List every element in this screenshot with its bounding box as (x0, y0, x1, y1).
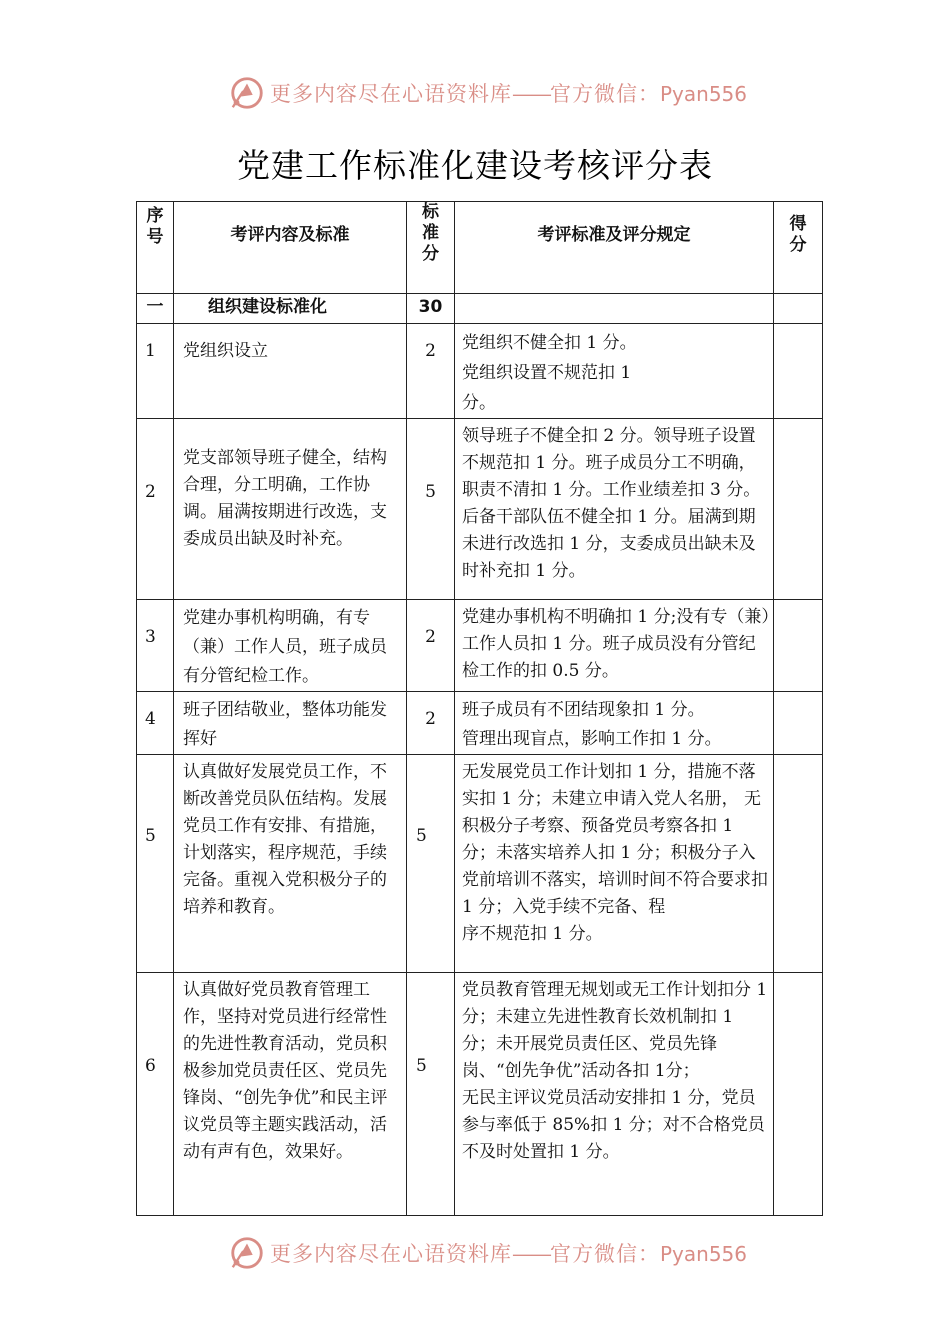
watermark-wechat-label: 官方微信： (550, 82, 660, 106)
header-content: 考评内容及标准 (174, 202, 407, 294)
row-rules: 党组织不健全扣 1 分。 党组织设置不规范扣 1 分。 (455, 324, 774, 419)
section-score: 30 (407, 294, 455, 324)
watermark-text (270, 1238, 747, 1268)
section-row (137, 294, 823, 324)
table-row (137, 600, 823, 692)
section-name: 组织建设标准化 (174, 294, 407, 324)
row-rules: 班子成员有不团结现象扣 1 分。 管理出现盲点，影响工作扣 1 分。 (455, 692, 774, 755)
table-row (137, 973, 823, 1216)
row-seq: 5 (137, 755, 174, 973)
row-seq: 3 (137, 600, 174, 692)
watermark-text (270, 78, 747, 108)
row-content: 党组织设立 (174, 324, 407, 419)
row-seq: 1 (137, 324, 174, 419)
row-rules: 党员教育管理无规划或无工作计划扣分 1 分；未建立先进性教育长效机制扣 1 分；未开展党员责任区、党员先锋岗、“创先争优”活动各扣 1分； 无民主评议党员活动安排扣 1 分，党员参与率低于 85%扣 1 分；对不合格党员不及时处置扣 1 分。 (455, 973, 774, 1216)
row-content: 认真做好发展党员工作，不断改善党员队伍结构。发展党员工作有安排、有措施，计划落实，程序规范，手续完备。重视入党积极分子的培养和教育。 (174, 755, 407, 973)
row-content: 认真做好党员教育管理工作，坚持对党员进行经常性的先进性教育活动，党员积极参加党员责任区、党员先锋岗、“创先争优”和民主评议党员等主题实践活动，活动有声有色，效果好。 (174, 973, 407, 1216)
header-std-score: 标 准 分 (407, 202, 455, 294)
watermark-wechat-id: Pyan556 (660, 82, 748, 106)
score-table (136, 201, 823, 1216)
watermark-main: 更多内容尽在心语资料库 (270, 82, 512, 106)
watermark-wechat-id: Pyan556 (660, 1242, 748, 1266)
row-rules: 无发展党员工作计划扣 1 分，措施不落实扣 1 分；未建立申请入党人名册， 无积极分子考察、预备党员考察各扣 1 分；未落实培养人扣 1 分；积极分子入党前培训不落实，培训时间不符合要求扣 1 分；入党手续不完备、程 序不规范扣 1 分。 (455, 755, 774, 973)
header-seq: 序 号 (137, 202, 174, 294)
row-got (774, 692, 823, 755)
row-got (774, 324, 823, 419)
row-score: 5 (407, 755, 455, 973)
table-row (137, 324, 823, 419)
table-header-row (137, 202, 823, 294)
row-seq: 6 (137, 973, 174, 1216)
footer-watermark-banner (0, 1232, 950, 1272)
section-rules (455, 294, 774, 324)
table-row (137, 755, 823, 973)
page-title: 党建工作标准化建设考核评分表 (237, 146, 713, 185)
row-content: 党支部领导班子健全，结构合理，分工明确，工作协调。届满按期进行改选，支委成员出缺及时补充。 (174, 419, 407, 600)
watermark-main: 更多内容尽在心语资料库 (270, 1242, 512, 1266)
row-rules: 党建办事机构不明确扣 1 分;没有专（兼）工作人员扣 1 分。班子成员没有分管纪检工作的扣 0.5 分。 (455, 600, 774, 692)
watermark-dash: —— (512, 82, 550, 106)
row-content: 党建办事机构明确，有专（兼）工作人员，班子成员有分管纪检工作。 (174, 600, 407, 692)
row-got (774, 600, 823, 692)
row-got (774, 755, 823, 973)
row-seq: 4 (137, 692, 174, 755)
brand-logo-icon (228, 74, 266, 112)
header-watermark-banner (0, 72, 950, 112)
section-seq: 一 (137, 294, 174, 324)
table-row (137, 692, 823, 755)
row-content: 班子团结敬业，整体功能发挥好 (174, 692, 407, 755)
row-rules: 领导班子不健全扣 2 分。领导班子设置不规范扣 1 分。班子成员分工不明确，职责不清扣 1 分。工作业绩差扣 3 分。后备干部队伍不健全扣 1 分。届满到期未进行改选扣 1 分，支委成员出缺未及时补充扣 1 分。 (455, 419, 774, 600)
row-score: 5 (407, 419, 455, 600)
row-seq: 2 (137, 419, 174, 600)
header-rules: 考评标准及评分规定 (455, 202, 774, 294)
row-got (774, 419, 823, 600)
row-score: 2 (407, 324, 455, 419)
row-got (774, 973, 823, 1216)
table-row (137, 419, 823, 600)
section-got (774, 294, 823, 324)
row-score: 2 (407, 600, 455, 692)
brand-logo-icon (228, 1234, 266, 1272)
watermark-wechat-label: 官方微信： (550, 1242, 660, 1266)
watermark-dash: —— (512, 1242, 550, 1266)
header-got-score: 得 分 (774, 202, 823, 294)
row-score: 5 (407, 973, 455, 1216)
row-score: 2 (407, 692, 455, 755)
